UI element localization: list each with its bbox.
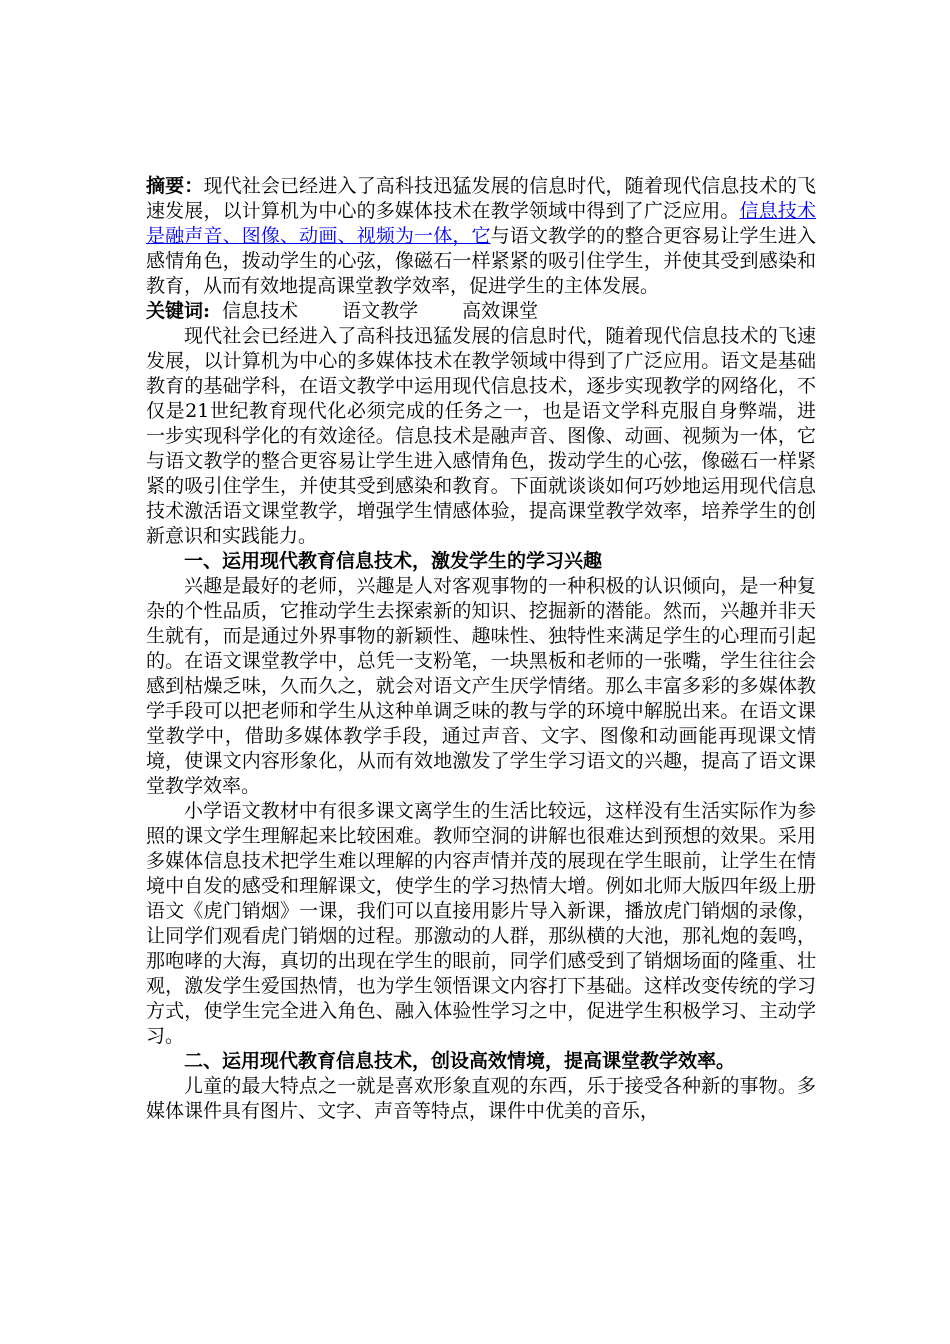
document-body	[146, 174, 816, 1124]
body-paragraph: 儿童的最大特点之一就是喜欢形象直观的东西，乐于接受各种新的事物。多媒体课件具有图片、文字、声音等特点，课件中优美的音乐，	[146, 1075, 816, 1122]
body-paragraph: 兴趣是最好的老师，兴趣是人对客观事物的一种积极的认识倾向，是一种复杂的个性品质，它推动学生去探索新的知识、挖掘新的潜能。然而，兴趣并非天生就有，而是通过外界事物的新颖性、趣味性、独特性来满足学生的心理而引起的。在语文课堂教学中，总凭一支粉笔，一块黑板和老师的一张嘴，学生往往会感到枯燥乏味，久而久之，就会对语文产生厌学情绪。那么丰富多彩的多媒体教学手段可以把老师和学生从这种单调乏味的教与学的环境中解脱出来。在语文课堂教学中，借助多媒体教学手段，通过声音、文字、图像和动画能再现课文情境，使课文内容形象化，从而有效地激发了学生学习语文的兴趣，提高了语文课堂教学效率。	[146, 575, 816, 797]
section-heading-1: 一、运用现代教育信息技术，激发学生的学习兴趣	[184, 550, 603, 572]
section-heading-2: 二、运用现代教育信息技术，创设高效情境，提高课堂教学效率。	[184, 1050, 736, 1072]
keywords-line	[146, 299, 816, 324]
keyword-item: 信息技术	[222, 300, 299, 322]
intro-paragraph: 现代社会已经进入了高科技迅猛发展的信息时代，随着现代信息技术的飞速发展，以计算机为中心的多媒体技术在教学领域中得到了广泛应用。语文是基础教育的基础学科，在语文教学中运用现代信息技术，逐步实现教学的网络化，不仅是21世纪教育现代化必须完成的任务之一，也是语文学科克服自身弊端，进一步实现科学化的有效途径。信息技术是融声音、图像、动画、视频为一体，它与语文教学的整合更容易让学生进入感情角色，拨动学生的心弦，像磁石一样紧紧的吸引住学生，并使其受到感染和教育。下面就谈谈如何巧妙地运用现代信息技术激活语文课堂教学，增强学生情感体验，提高课堂教学效率，培养学生的创新意识和实践能力。	[146, 325, 816, 547]
abstract-label: 摘要：	[146, 175, 204, 197]
abstract-text-after-link: 与语文教学的的整合更容易让学生进入感情角色，拨动学生的心弦，像磁石一样紧紧的吸引住学生，并使其受到感染和教育，从而有效地提高课堂教学效率，促进学生的主体发展。	[146, 225, 816, 297]
abstract-link[interactable]: 信息技术是融声音、图像、动画、视频为一体，它	[146, 200, 816, 247]
body-paragraph: 小学语文教材中有很多课文离学生的生活比较远，这样没有生活实际作为参照的课文学生理解起来比较困难。教师空洞的讲解也很难达到预想的效果。采用多媒体信息技术把学生难以理解的内容声情并茂的展现在学生眼前，让学生在情境中自发的感受和理解课文，使学生的学习热情大增。例如北师大版四年级上册语文《虎门销烟》一课，我们可以直接用影片导入新课，播放虎门销烟的录像，让同学们观看虎门销烟的过程。那激动的人群，那纵横的大池，那礼炮的轰鸣，那咆哮的大海，真切的出现在学生的眼前，同学们感受到了销烟场面的隆重、壮观，激发学生爱国热情，也为学生领悟课文内容打下基础。这样改变传统的学习方式，使学生完全进入角色、融入体验性学习之中，促进学生积极学习、主动学习。	[146, 800, 816, 1047]
abstract-text-before-link: 现代社会已经进入了高科技迅猛发展的信息时代，随着现代信息技术的飞速发展，以计算机为中心的多媒体技术在教学领域中得到了广泛应用。	[146, 175, 816, 222]
keyword-item: 语文教学	[342, 300, 419, 322]
abstract-paragraph	[146, 174, 816, 299]
keywords-label: 关键词:	[146, 300, 211, 322]
keyword-item: 高效课堂	[462, 300, 539, 322]
